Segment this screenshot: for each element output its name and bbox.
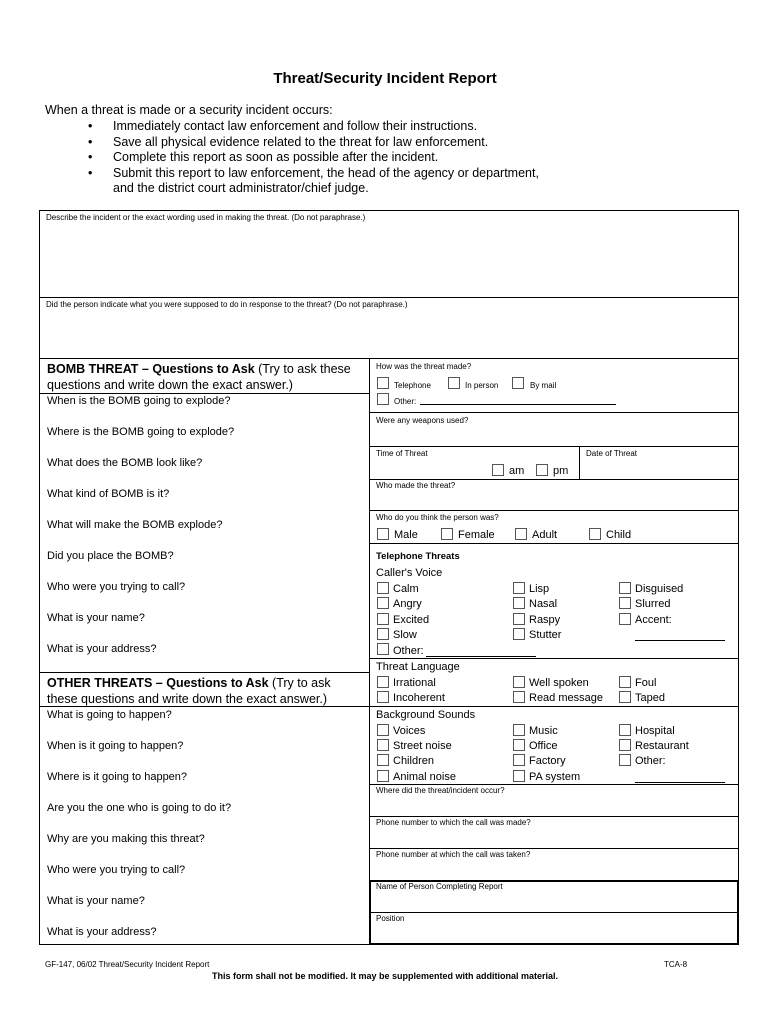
voice-label: Raspy xyxy=(529,614,561,626)
who-think-label: Who do you think the person was? xyxy=(376,513,499,522)
where-occur-label: Where did the threat/incident occur? xyxy=(376,786,505,795)
phone-taken-label: Phone number at which the call was taken? xyxy=(376,850,531,859)
voice-checkbox[interactable] xyxy=(619,582,631,594)
other-question: When is it going to happen? xyxy=(47,740,184,752)
voice-other-line[interactable] xyxy=(426,656,536,657)
bomb-question: Who were you trying to call? xyxy=(47,581,186,593)
voice-label: Slurred xyxy=(635,598,671,610)
in-person-label: In person xyxy=(465,381,499,390)
bomb-question: What kind of BOMB is it? xyxy=(47,488,170,500)
voice-checkbox[interactable] xyxy=(377,582,389,594)
bomb-question: Did you place the BOMB? xyxy=(47,550,174,562)
sound-checkbox[interactable] xyxy=(377,739,389,751)
page-title: Threat/Security Incident Report xyxy=(273,70,497,87)
voice-checkbox[interactable] xyxy=(513,613,525,625)
other-method-checkbox[interactable] xyxy=(377,393,389,405)
sound-checkbox[interactable] xyxy=(513,770,525,782)
voice-label: Nasal xyxy=(529,598,558,610)
other-question: What is going to happen? xyxy=(47,709,172,721)
adult-label: Adult xyxy=(532,529,558,541)
voice-other-label: Other: xyxy=(393,645,424,657)
callers-voice-heading: Caller's Voice xyxy=(376,567,443,579)
other-method-line[interactable] xyxy=(420,404,616,405)
accent-line[interactable] xyxy=(635,640,725,641)
voice-label: Accent: xyxy=(635,614,672,626)
child-label: Child xyxy=(606,529,632,541)
by-mail-label: By mail xyxy=(530,381,557,390)
sound-label: Office xyxy=(529,740,558,752)
bullet-continuation: and the district court administrator/chief judge. xyxy=(113,181,369,195)
voice-label: Slow xyxy=(393,629,417,641)
language-checkbox[interactable] xyxy=(513,691,525,703)
by-mail-checkbox[interactable] xyxy=(512,377,524,389)
language-label: Irrational xyxy=(393,677,436,689)
bomb-question: What does the BOMB look like? xyxy=(47,457,203,469)
sound-label: Voices xyxy=(393,725,426,737)
sound-label: Animal noise xyxy=(393,771,456,783)
how-made-label: How was the threat made? xyxy=(376,362,472,371)
other-question: Where is it going to happen? xyxy=(47,771,188,783)
voice-checkbox[interactable] xyxy=(513,628,525,640)
in-person-checkbox[interactable] xyxy=(448,377,460,389)
bullet-item: • Save all physical evidence related to the threat for law enforcement. xyxy=(88,135,539,151)
language-label: Well spoken xyxy=(529,677,589,689)
telephone-threats-heading: Telephone Threats xyxy=(376,551,460,562)
position-label: Position xyxy=(376,914,405,923)
female-checkbox[interactable] xyxy=(441,528,453,540)
sound-label: Music xyxy=(529,725,558,737)
who-made-label: Who made the threat? xyxy=(376,481,456,490)
voice-checkbox[interactable] xyxy=(513,582,525,594)
other-question: Are you the one who is going to do it? xyxy=(47,802,232,814)
child-checkbox[interactable] xyxy=(589,528,601,540)
adult-checkbox[interactable] xyxy=(515,528,527,540)
bomb-question: Where is the BOMB going to explode? xyxy=(47,426,235,438)
telephone-checkbox[interactable] xyxy=(377,377,389,389)
sound-checkbox[interactable] xyxy=(513,754,525,766)
language-label: Read message xyxy=(529,692,603,704)
language-checkbox[interactable] xyxy=(619,676,631,688)
date-label: Date of Threat xyxy=(586,449,637,458)
time-label: Time of Threat xyxy=(376,449,428,458)
language-label: Incoherent xyxy=(393,692,445,704)
sound-other-line[interactable] xyxy=(635,782,725,783)
language-label: Foul xyxy=(635,677,657,689)
bomb-question: When is the BOMB going to explode? xyxy=(47,395,231,407)
bomb-question: What is your name? xyxy=(47,612,145,624)
sound-checkbox[interactable] xyxy=(619,739,631,751)
language-checkbox[interactable] xyxy=(619,691,631,703)
voice-label: Excited xyxy=(393,614,430,626)
voice-checkbox[interactable] xyxy=(377,643,389,655)
voice-label: Calm xyxy=(393,583,419,595)
sound-checkbox[interactable] xyxy=(619,724,631,736)
instruction-list xyxy=(88,119,539,197)
sound-checkbox[interactable] xyxy=(377,724,389,736)
sound-label: Restaurant xyxy=(635,740,689,752)
form-id: GF-147, 06/02 Threat/Security Incident Report xyxy=(45,960,210,969)
bomb-heading: BOMB THREAT – Questions to Ask (Try to ask these questions and write down the exact answer.) xyxy=(47,362,351,392)
language-checkbox[interactable] xyxy=(513,676,525,688)
voice-checkbox[interactable] xyxy=(377,613,389,625)
voice-checkbox[interactable] xyxy=(377,597,389,609)
bullet-item: • Complete this report as soon as possible after the incident. xyxy=(88,150,539,166)
voice-checkbox[interactable] xyxy=(619,613,631,625)
voice-label: Angry xyxy=(393,598,422,610)
bomb-question: What is your address? xyxy=(47,643,157,655)
sound-checkbox[interactable] xyxy=(513,739,525,751)
voice-label: Stutter xyxy=(529,629,562,641)
male-checkbox[interactable] xyxy=(377,528,389,540)
sound-checkbox[interactable] xyxy=(619,754,631,766)
describe-field[interactable] xyxy=(40,224,738,297)
other-heading: OTHER THREATS – Questions to Ask (Try to ask these questions and write down the exact answer.) xyxy=(47,676,331,706)
language-checkbox[interactable] xyxy=(377,691,389,703)
am-checkbox[interactable] xyxy=(492,464,504,476)
sound-checkbox[interactable] xyxy=(377,770,389,782)
sound-label: Children xyxy=(393,755,434,767)
other-question: Why are you making this threat? xyxy=(47,833,205,845)
language-checkbox[interactable] xyxy=(377,676,389,688)
bullet-item: • Immediately contact law enforcement and follow their instructions. xyxy=(88,119,539,135)
other-question: What is your name? xyxy=(47,895,145,907)
voice-checkbox[interactable] xyxy=(513,597,525,609)
am-label: am xyxy=(509,465,525,477)
sound-checkbox[interactable] xyxy=(513,724,525,736)
describe-label: Describe the incident or the exact wording used in making the threat. (Do not paraphrase.) xyxy=(46,213,366,222)
pm-checkbox[interactable] xyxy=(536,464,548,476)
footer-notice: This form shall not be modified. It may be supplemented with additional material. xyxy=(211,971,559,981)
sound-label: Street noise xyxy=(393,740,452,752)
phone-made-label: Phone number to which the call was made? xyxy=(376,818,531,827)
sound-checkbox[interactable] xyxy=(377,754,389,766)
sound-label: Other: xyxy=(635,755,666,767)
pm-label: pm xyxy=(553,465,569,477)
weapons-label: Were any weapons used? xyxy=(376,416,469,425)
form-code: TCA-8 xyxy=(664,960,688,969)
telephone-label: Telephone xyxy=(394,381,431,390)
sound-label: Factory xyxy=(529,755,566,767)
other-question: What is your address? xyxy=(47,926,157,938)
voice-checkbox[interactable] xyxy=(619,597,631,609)
background-sounds-heading: Background Sounds xyxy=(376,709,476,721)
threat-language-heading: Threat Language xyxy=(376,661,460,673)
bullet-item: • Submit this report to law enforcement, the head of the agency or department, xyxy=(88,166,539,182)
voice-checkbox[interactable] xyxy=(377,628,389,640)
female-label: Female xyxy=(458,529,495,541)
sound-label: Hospital xyxy=(635,725,675,737)
voice-label: Disguised xyxy=(635,583,684,595)
bomb-question: What will make the BOMB explode? xyxy=(47,519,223,531)
sound-label: PA system xyxy=(529,771,581,783)
response-field[interactable] xyxy=(40,311,738,358)
name-person-label: Name of Person Completing Report xyxy=(376,882,503,891)
response-label: Did the person indicate what you were supposed to do in response to the threat? (Do not paraphrase.) xyxy=(46,300,408,309)
other-method-label: Other: xyxy=(394,397,417,406)
language-label: Taped xyxy=(635,692,665,704)
male-label: Male xyxy=(394,529,418,541)
voice-label: Lisp xyxy=(529,583,550,595)
other-question: Who were you trying to call? xyxy=(47,864,186,876)
intro-text: When a threat is made or a security incident occurs: xyxy=(45,103,333,117)
